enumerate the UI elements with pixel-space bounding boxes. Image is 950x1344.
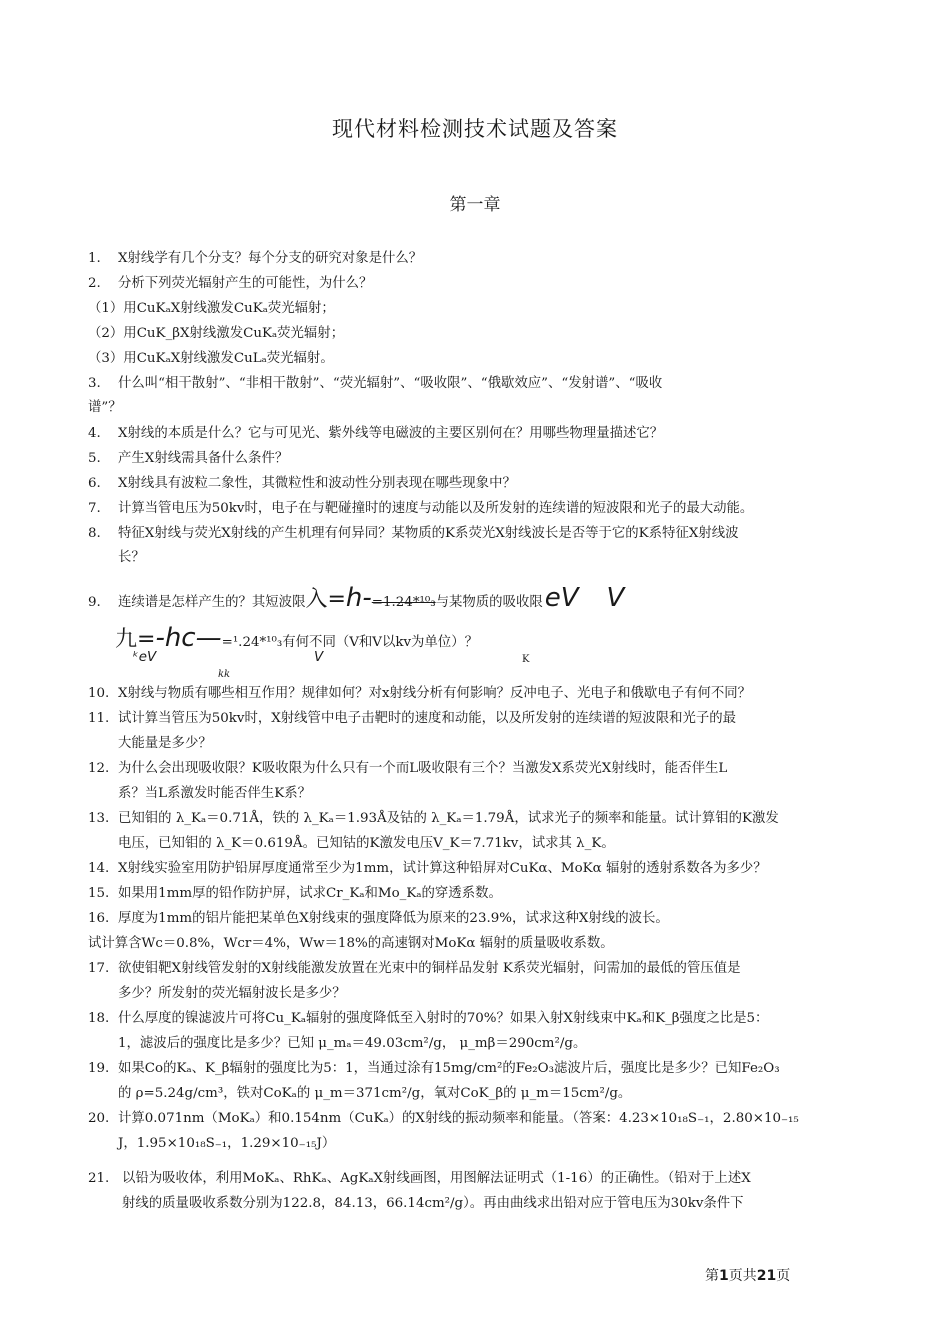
question-subline: （1）用CuKₐX射线激发CuKₐ荧光辐射； [88,301,335,316]
question-line: 11. 试计算当管压为50kv时，X射线管中电子击靶时的速度和动能，以及所发射的连续谱的短波限和光子的最 [88,711,737,726]
formula-symbol: 入= [305,587,346,612]
question-line: 18. 什么厚度的镍滤波片可将Cu_Kₐ辐射的强度降低至入射时的70%？如果入射X射线束中Kₐ和K_β强度之比是5： [88,1011,769,1026]
question-continuation: 多少？所发射的荧光辐射波长是多少？ [118,986,346,1001]
formula-symbol: V [606,583,625,613]
page-number: 1 [719,1268,729,1284]
question-subline: （3）用CuKₐX射线激发CuLₐ荧光辐射。 [88,351,334,366]
question-line: 3. 什么叫“相干散射”、“非相干散射”、“荧光辐射”、“吸收限”、“俄歇效应”、“发射谱”、“吸收 [88,376,663,391]
question-continuation: 电压，已知钼的 λ_K＝0.619Å。已知钴的K激发电压V_K＝7.71kv，试求其 λ_K。 [118,836,615,851]
question-9-line: 9. 连续谱是怎样产生的？其短波限入=h-=1.24*¹⁰₃与某物质的吸收限eV V [88,583,625,613]
question-line: 15. 如果用1mm厚的铅作防护屏，试求Cr_Kₐ和Mo_Kₐ的穿透系数。 [88,886,502,901]
question-continuation: J，1.95×10₁₈S₋₁，1.29×10₋₁₅J） [118,1136,336,1151]
question-line: 17. 欲使钼靶X射线管发射的X射线能激发放置在光束中的铜样品发射 K系荧光辐射，问需加的最低的管压值是 [88,961,741,976]
question-line: 2. 分析下列荧光辐射产生的可能性，为什么？ [88,276,373,291]
formula-symbol: =1.24*¹⁰₃ [371,595,436,610]
formula-symbol: h- [345,583,372,613]
page-total: 21 [756,1268,777,1284]
question-line: 21. 以铅为吸收体，利用MoKₐ、RhKₐ、AgKₐX射线画图，用图解法证明式（1-16）的正确性。（铅对于上述X [88,1171,751,1186]
question-line: 13. 已知钼的 λ_Kₐ＝0.71Å，铁的 λ_Kₐ＝1.93Å及钴的 λ_Kₐ＝1.79Å，试求光子的频率和能量。试计算钼的K激发 [88,811,779,826]
question-line: 16. 厚度为1mm的铝片能把某单色X射线束的强度降低为原来的23.9%，试求这种X射线的波长。 [88,911,669,926]
question-line: 12. 为什么会出现吸收限？K吸收限为什么只有一个而L吸收限有三个？当激发X系荧光X射线时，能否伴生L [88,761,728,776]
question-line: 1. X射线学有几个分支？每个分支的研究对象是什么？ [88,251,423,266]
question-line: 10. X射线与物质有哪些相互作用？规律如何？对x射线分析有何影响？反冲电子、光电子和俄歇电子有何不同？ [88,686,752,701]
question-continuation: 谱”？ [88,400,122,415]
question-continuation: 射线的质量吸收系数分别为122.8，84.13，66.14cm²/g）。再由曲线求出铅对应于管电压为30kv条件下 [122,1196,744,1211]
page-footer: 第1页共21页 [705,1268,791,1284]
formula-symbol: 九= [115,627,156,652]
question-line: 14. X射线实验室用防护铅屏厚度通常至少为1mm，试计算这种铅屏对CuKα、MoKα 辐射的透射系数各为多少？ [88,861,767,876]
question-continuation: 大能量是多少？ [118,736,212,751]
question-subline: （2）用CuK_βX射线激发CuKₐ荧光辐射； [88,326,345,341]
formula-symbol: -hc— [155,623,222,653]
question-line: 7. 计算当管电压为50kv时，电子在与靶碰撞时的速度与动能以及所发射的连续谱的短波限和光子的最大动能。 [88,501,754,516]
question-line: 4. X射线的本质是什么？它与可见光、紫外线等电磁波的主要区别何在？用哪些物理量描述它？ [88,426,664,441]
formula-subscript: ᵏeV [133,650,157,665]
question-line: 6. X射线具有波粒二象性，其微粒性和波动性分别表现在哪些现象中？ [88,476,516,491]
question-line: 20. 计算0.071nm（MoKₐ）和0.154nm（CuKₐ）的X射线的振动频率和能量。（答案：4.23×10₁₈S₋₁，2.80×10₋₁₅ [88,1111,799,1126]
chapter-heading: 第一章 [449,195,501,215]
question-continuation: 系？当L系激发时能否伴生K系？ [118,786,311,801]
formula-subscript: K [522,654,530,665]
document-title: 现代材料检测技术试题及答案 [332,117,618,141]
question-continuation: 1，滤波后的强度比是多少？已知 μ_mₐ＝49.03cm²/g， μ_mβ＝290cm²/g。 [118,1036,587,1051]
question-continuation: 的 ρ=5.24g/cm³，铁对CoKₐ的 μ_m＝371cm²/g，氧对CoK_β的 μ_m＝15cm²/g。 [118,1086,632,1101]
question-9-formula-line: 九=-hc—=¹.24*¹⁰₃有何不同（V和V以kv为单位）？ [115,623,478,653]
formula-subscript: kk [218,669,231,680]
formula-subscript: V [314,650,324,665]
question-line: 8. 特征X射线与荧光X射线的产生机理有何异同？某物质的K系荧光X射线波长是否等于它的K系特征X射线波 [88,526,739,541]
question-continuation: 长？ [118,550,145,565]
question-line: 5. 产生X射线需具备什么条件？ [88,451,289,466]
question-line: 19. 如果Co的Kₐ、K_β辐射的强度比为5：1，当通过涂有15mg/cm²的Fe₂O₃滤波片后，强度比是多少？已知Fe₂O₃ [88,1061,780,1076]
formula-symbol: eV [544,583,579,613]
question-line: 试计算含Wc＝0.8%，Wcr＝4%，Ww＝18%的高速钢对MoKα 辐射的质量吸收系数。 [88,936,614,951]
